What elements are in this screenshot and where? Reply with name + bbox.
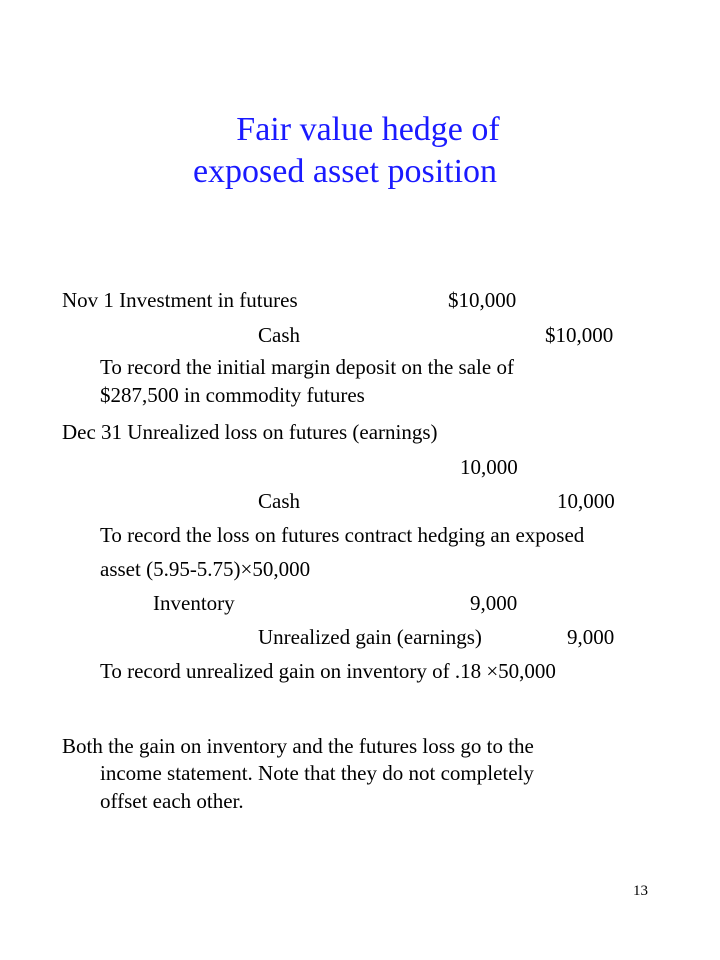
- note-1-line-2: $287,500 in commodity futures: [100, 383, 365, 407]
- summary-line-1: Both the gain on inventory and the futures loss go to the: [62, 734, 534, 758]
- cash-credit-1-label: Cash: [258, 323, 300, 347]
- gain-credit-label: Unrealized gain (earnings): [258, 625, 482, 649]
- cash-credit-2-label: Cash: [258, 489, 300, 513]
- page-number: 13: [633, 883, 648, 899]
- inventory-debit-amount: 9,000: [470, 591, 518, 615]
- summary-line-2: income statement. Note that they do not completely: [100, 761, 534, 785]
- nov1-entry-amount: $10,000: [448, 288, 517, 312]
- note-1-line-1: To record the initial margin deposit on the sale of: [100, 355, 514, 379]
- note-3: To record unrealized gain on inventory of .18 ×50,000: [100, 659, 556, 683]
- cash-credit-2-amount: 10,000: [557, 489, 615, 513]
- gain-credit-amount: 9,000: [567, 625, 615, 649]
- slide-title-line-1: Fair value hedge of: [236, 111, 500, 148]
- nov1-entry-label: Nov 1 Investment in futures: [62, 288, 298, 312]
- slide-title-line-2: exposed asset position: [192, 153, 498, 190]
- cash-credit-1-amount: $10,000: [545, 323, 614, 347]
- note-2-line-2: asset (5.95-5.75)×50,000: [100, 557, 311, 581]
- inventory-debit-label: Inventory: [153, 591, 235, 615]
- summary-line-3: offset each other.: [100, 789, 244, 813]
- dec31-entry-label: Dec 31 Unrealized loss on futures (earnings): [62, 420, 438, 444]
- note-2-line-1: To record the loss on futures contract hedging an exposed: [100, 523, 585, 547]
- dec31-entry-amount: 10,000: [460, 455, 518, 479]
